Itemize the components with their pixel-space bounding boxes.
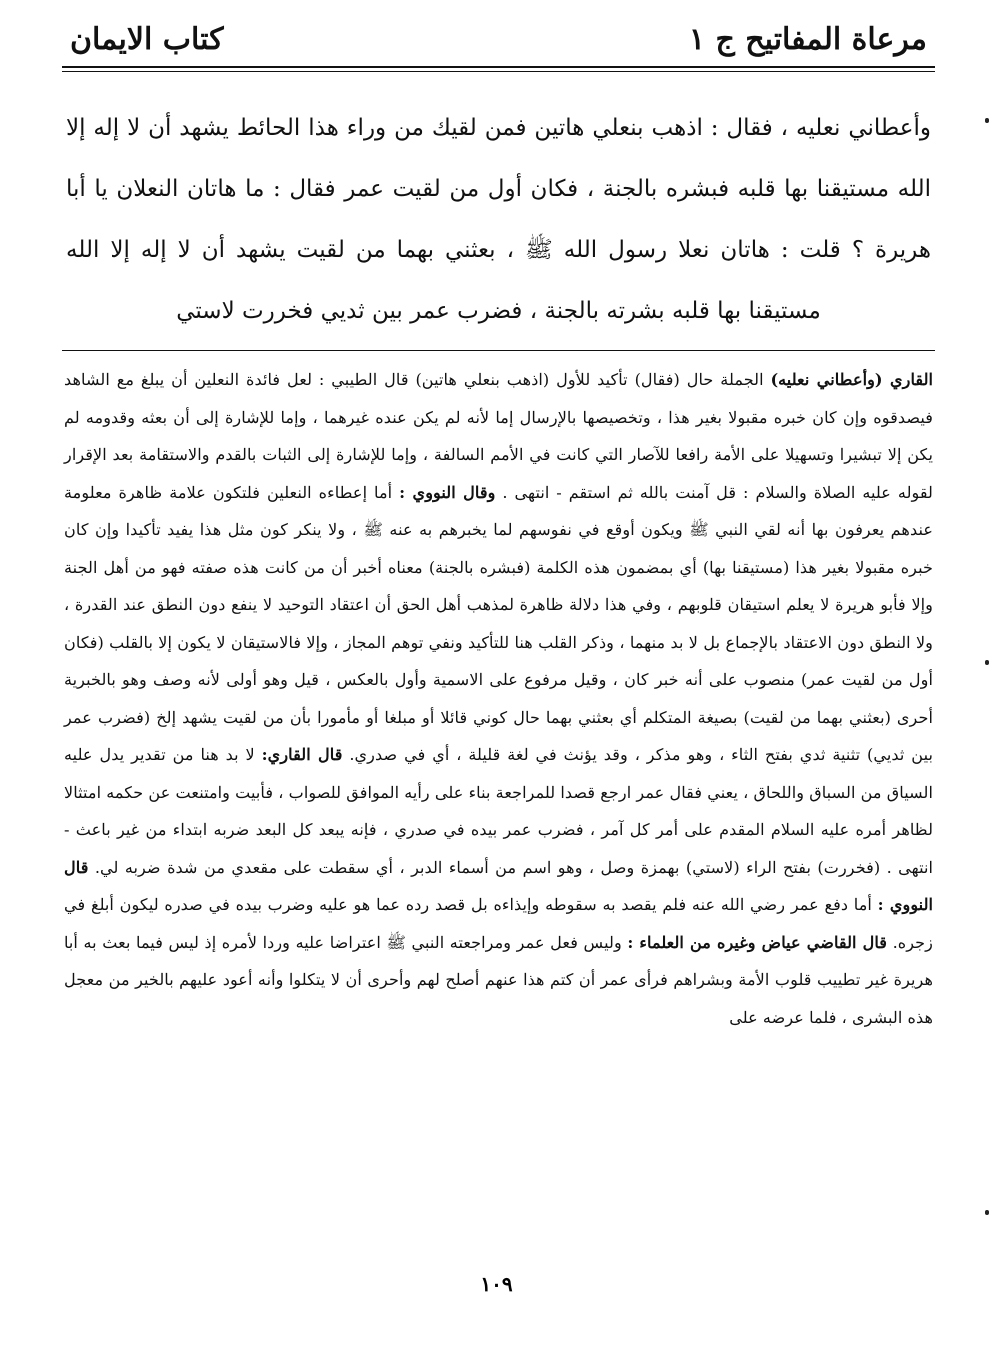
header-rule (62, 66, 935, 72)
commentary-lead: قال القاري: (261, 745, 343, 764)
page-number: ١٠٩ (480, 1274, 513, 1296)
commentary-lead: القاري (وأعطاني نعليه) (770, 370, 933, 389)
commentary-body: الجملة حال (فقال) تأكيد للأول (اذهب بنعلي هاتين) قال الطيبي : لعل فائدة النعلين أن يبلغ مع الشاهد فيصدقوه وإن كان خبره مقبولا بغير هذا ، وتخصيصها بالإرسال إما لأنه لم يكن عنده غيرهما ، وإما للإشارة إلى أن بعثه وقدومه لم يكن إلا تبشيرا وتسهيلا على الأمة رافعا للآصار التي كانت في الأمم السالفة ، وإما للإشارة إلى الثبات بالقدم والاستقامة بعد الإقرار لقوله عليه الصلاة والسلام : قل آمنت بالله ثم استقم - انتهى . (64, 370, 933, 502)
commentary-paragraph (64, 745, 933, 877)
commentary-body: لا بد هنا من تقدير يدل عليه السياق من السباق واللحاق ، يعني فقال عمر ارجع قصدا للمراجعة بناء على رأيه الموافق للصواب ، فأبيت وامتنعت عن حكمه امتثالا لظاهر أمره عليه السلام المقدم على أمر كل آمر ، فضرب عمر بيده في صدري ، فإنه يبعد كل البعد ضربه ابتداء من غير باعث - انتهى . (فخررت) بفتح الراء (لاستي) بهمزة وصل ، وهو اسم من أسماء الدبر ، أي سقطت على مقعدي من شدة ضربه لي. (64, 745, 933, 877)
scan-speck (985, 118, 989, 123)
book-title: مرعاة المفاتيح ج ١ (688, 22, 927, 57)
chapter-title: كتاب الايمان (70, 22, 224, 57)
commentary-paragraph (64, 933, 933, 1027)
commentary-lead: قال النووي : (64, 857, 933, 914)
commentary-lead: قال القاضي عياض وغيره من العلماء : (627, 932, 888, 952)
commentary-body: أما دفع عمر رضي الله عنه فلم يقصد به سقوطه وإيذاءه بل قصد رده عما هو عليه وضرب بيده في صدره ليكون أبلغ في زجره. (64, 895, 933, 952)
running-header (62, 14, 935, 60)
commentary (62, 361, 935, 1231)
commentary-lead: وقال النووي : (399, 482, 496, 502)
commentary-paragraph (64, 483, 933, 765)
section-divider (62, 350, 935, 351)
scan-speck (985, 1210, 989, 1215)
commentary-body: أما إعطاءه النعلين فلتكون علامة ظاهرة معلومة عندهم يعرفون بها أنه لقي النبي ﷺ ويكون أوقع في نفوسهم لما يخبرهم به عنه ﷺ ، ولا ينكر كون مثل هذا يفيد تأكيدا وإن كان خبره مقبولا بغير هذا (مستيقنا بها) أي بمضمون هذه الكلمة (فبشره بالجنة) معناه أخبر أن من كانت هذه صفته فهو من أهل الجنة وإلا فأبو هريرة لا يعلم استيقان قلوبهم ، وفي هذا دلالة ظاهرة لمذهب أهل الحق أن اعتقاد التوحيد لا ينفع دون النطق عند القدرة ، ولا النطق دون الاعتقاد بالإجماع بل لا بد منهما ، وذكر القلب هنا للتأكيد ونفي توهم المجاز ، وإلا فالاستيقان لا يكون إلا بالقلب (فكان أول من لقيت عمر) منصوب على أنه خبر كان ، وقيل مرفوع على الاسمية وأول بالعكس ، قيل وهو أولى لأنه وصف وهو بالخبرية أحرى (بعثني بهما من لقيت) بصيغة المتكلم أي بعثني بهما حال كوني قائلا أو مبلغا أو مأمورا بأن من لقيت يشهد إلخ (فضرب عمر بين ثديي) تثنية ثدي بفتح الثاء ، وهو مذكر ، وقد يؤنث في لغة قليلة ، أي في صدري. (64, 482, 933, 764)
hadith-text: وأعطاني نعليه ، فقال : اذهب بنعلي هاتين فمن لقيك من وراء هذا الحائط يشهد أن لا إله إلا الله مستيقنا بها قلبه فبشره بالجنة ، فكان أول من لقيت عمر فقال : ما هاتان النعلان يا أبا هريرة ؟ قلت : هاتان نعلا رسول الله ﷺ ، بعثني بهما من لقيت يشهد أن لا إله إلا الله مستيقنا بها قلبه بشرته بالجنة ، فضرب عمر بين ثديي فخررت لاستي (66, 115, 931, 324)
commentary-body: وليس فعل عمر ومراجعته النبي ﷺ اعتراضا عليه وردا لأمره إذ ليس فيما بعث به أبا هريرة غير تطييب قلوب الأمة وبشراهم فرأى عمر أن كتم هذا عنهم أصلح لهم وأحرى أن لا يتكلوا وأنه أعود عليهم بالخير من معجل هذه البشرى ، فلما عرضه على (64, 932, 933, 1027)
scan-speck (985, 660, 989, 665)
